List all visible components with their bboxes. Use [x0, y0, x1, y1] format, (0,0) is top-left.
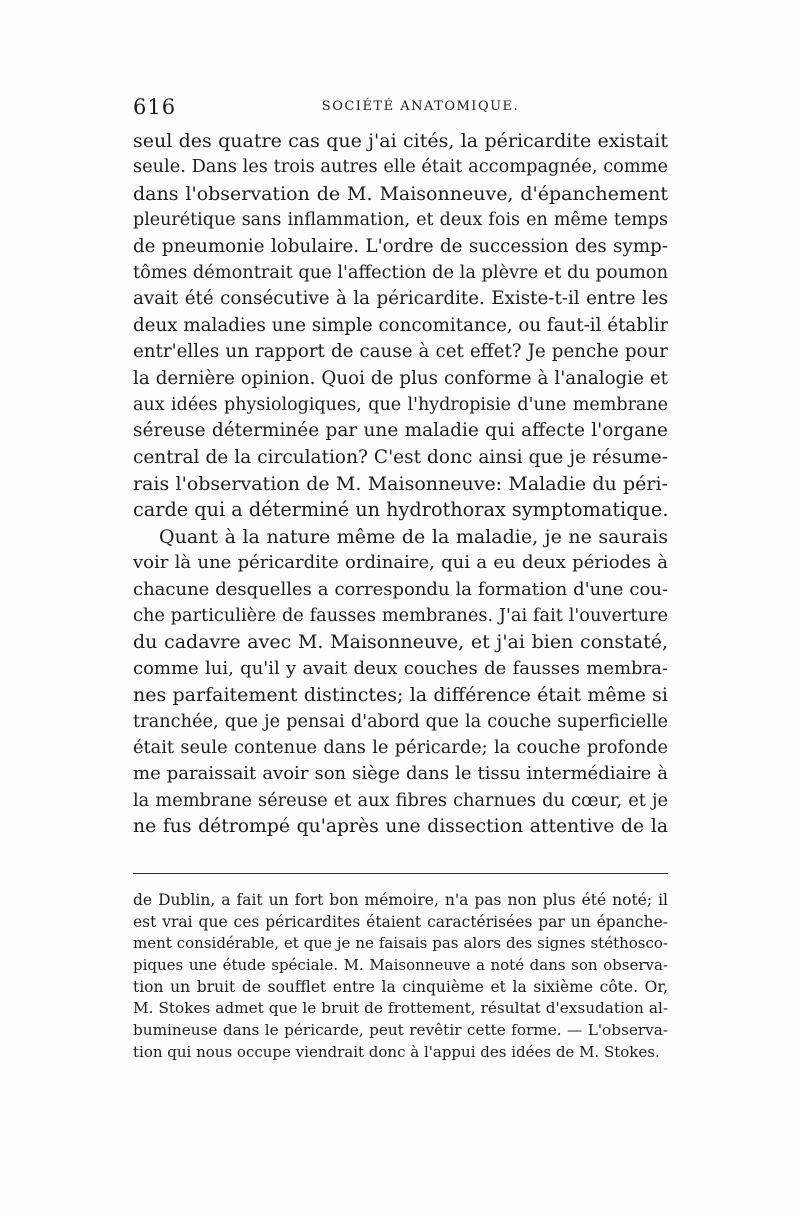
- footnote-line: piques une étude spéciale. M. Maisonneuve a noté dans son observa-: [133, 956, 668, 975]
- text-line: nes parfaitement distinctes; la différence était même si: [133, 684, 668, 707]
- footnote-line: ment considérable, et que je ne faisais pas alors des signes stéthosco-: [133, 934, 668, 953]
- text-line: me paraissait avoir son siège dans le tissu intermédiaire à: [133, 763, 668, 785]
- page-number: 616: [133, 95, 177, 119]
- footnote-line: de Dublin, a fait un fort bon mémoire, n'a pas non plus été noté; il: [133, 891, 668, 909]
- text-line: séreuse déterminée par une maladie qui affecte l'organe: [133, 420, 668, 442]
- footnote-line: est vrai que ces péricardites étaient caractérisées par un épanche-: [133, 912, 668, 931]
- text-line: seul des quatre cas que j'ai cités, la péricardite existait: [133, 130, 668, 152]
- text-line: Quant à la nature même de la maladie, je ne saurais: [159, 525, 668, 548]
- running-head: SOCIÉTÉ ANATOMIQUE.: [321, 99, 520, 114]
- text-line: carde qui a déterminé un hydrothorax symptomatique.: [133, 498, 668, 522]
- body-text: [133, 128, 668, 841]
- footnote-line: M. Stokes admet que le bruit de frottement, résultat d'exsudation al-: [133, 999, 668, 1018]
- text-line: deux maladies une simple concomitance, ou faut-il établir: [133, 314, 668, 336]
- text-line: comme lui, qu'il y avait deux couches de fausses membra-: [133, 657, 668, 679]
- footnote-line: tion qui nous occupe viendrait donc à l'appui des idées de M. Stokes.: [133, 1042, 660, 1061]
- text-line: voir là une péricardite ordinaire, qui a eu deux périodes à: [133, 552, 668, 574]
- footnote-line: tion un bruit de soufflet entre la cinquième et la sixième côte. Or,: [133, 977, 668, 996]
- text-line: la dernière opinion. Quoi de plus conforme à l'analogie et: [133, 367, 668, 389]
- text-line: ne fus détrompé qu'après une dissection attentive de la: [133, 816, 668, 838]
- text-line: seule. Dans les trois autres elle était accompagnée, comme: [133, 157, 668, 178]
- text-line: la membrane séreuse et aux fibres charnues du cœur, et je: [133, 790, 668, 811]
- text-line: rais l'observation de M. Maisonneuve: Maladie du péri-: [133, 473, 668, 496]
- text-line: chacune desquelles a correspondu la formation d'une cou-: [133, 578, 668, 600]
- text-line: che particulière de fausses membranes. J'ai fait l'ouverture: [133, 606, 668, 627]
- footnote: [133, 890, 668, 1064]
- text-line: tranchée, que je pensai d'abord que la couche superficielle: [133, 711, 668, 732]
- text-line: aux idées physiologiques, que l'hydropisie d'une membrane: [133, 394, 668, 415]
- text-line: tômes démontrait que l'affection de la plèvre et du poumon: [133, 262, 668, 283]
- text-line: était seule contenue dans le péricarde; la couche profonde: [133, 737, 668, 758]
- text-line: pleurétique sans inflammation, et deux fois en même temps: [133, 210, 668, 231]
- footnote-line: bumineuse dans le péricarde, peut revêtir cette forme. — L'observa-: [133, 1021, 668, 1040]
- text-line: avait été consécutive à la péricardite. Existe-t-il entre les: [133, 288, 668, 310]
- footnote-divider: [133, 873, 668, 874]
- page-header: [133, 95, 668, 119]
- text-line: dans l'observation de M. Maisonneuve, d'épanchement: [133, 182, 668, 205]
- text-line: entr'elles un rapport de cause à cet effet? Je penche pour: [133, 341, 668, 363]
- text-line: de pneumonie lobulaire. L'ordre de succession des symp-: [133, 235, 668, 257]
- text-line: du cadavre avec M. Maisonneuve, et j'ai bien constaté,: [133, 631, 668, 654]
- text-line: central de la circulation? C'est donc ainsi que je résume-: [133, 446, 668, 468]
